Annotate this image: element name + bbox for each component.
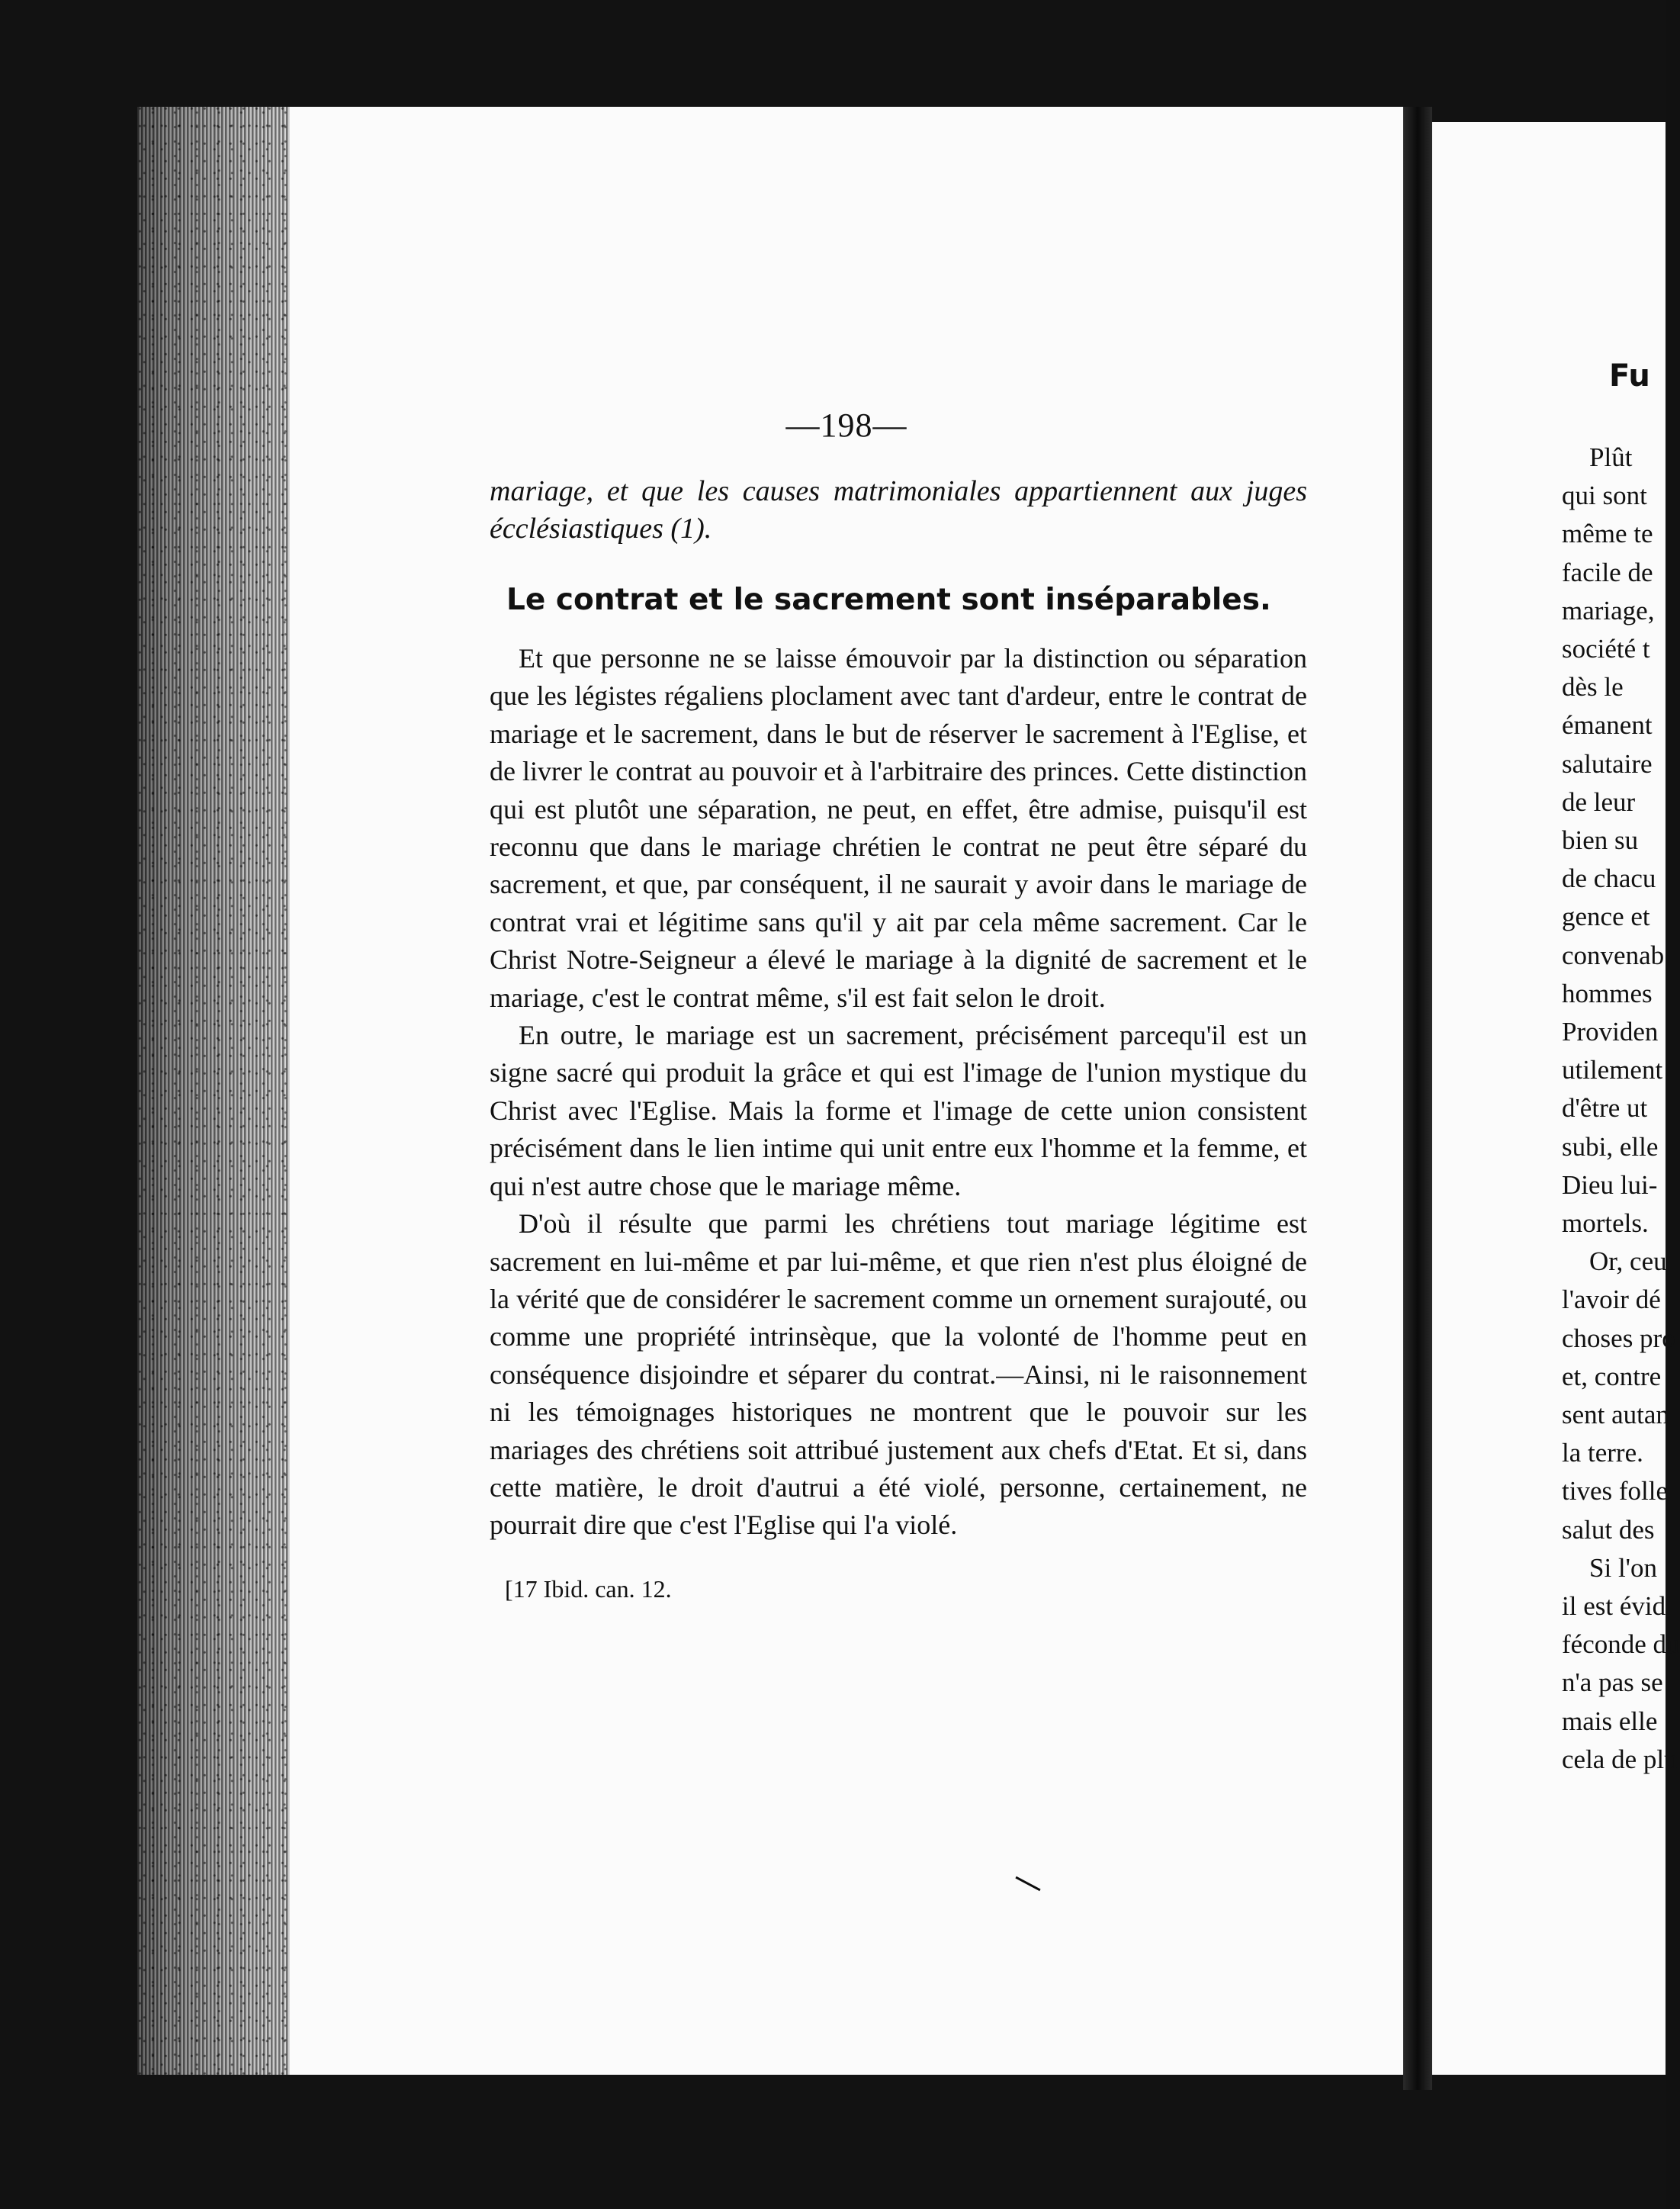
right-page-line: cela de plu	[1562, 1744, 1678, 1774]
right-page-line: convenab	[1562, 940, 1665, 970]
left-page	[290, 107, 1403, 2075]
right-page-line: d'être ut	[1562, 1093, 1648, 1124]
right-page-line: Dieu lui-	[1562, 1169, 1658, 1200]
paragraph-1: Et que personne ne se laisse émouvoir par la distinction ou séparation que les légistes régaliens ploclament avec tant d'ardeur, entre le contrat de mariage et le sacrement, dans le but de réserver le sacrement à l'Eglise, et de livrer le contrat au pouvoir et à l'arbitraire des princes. Cette distinction qui est plutôt une séparation, ne peut, en effet, être admise, puisqu'il est reconnu que dans le mariage chrétien le contrat ne peut être séparé du sacrement, et que, par conséquent, il ne saurait y avoir dans le mariage de contrat vrai et légitime sans qu'il y ait par cela même sacrement. Car le Christ Notre-Seigneur a élevé le mariage à la dignité de sacrement et le mariage, c'est le contrat même, s'il est fait selon le droit.	[490, 643, 1307, 1013]
right-page-line: Providen	[1562, 1017, 1659, 1047]
right-page-line: hommes	[1562, 978, 1653, 1008]
right-page-line: et, contre	[1562, 1361, 1662, 1391]
right-page-line: bien su	[1562, 825, 1639, 855]
right-page-line: de chacu	[1562, 863, 1656, 894]
right-page-line: il est évid	[1562, 1591, 1666, 1621]
right-page-line: utilement	[1562, 1055, 1663, 1085]
right-page-line: salut des	[1562, 1514, 1655, 1545]
right-page-line: féconde du	[1562, 1629, 1680, 1660]
right-page-line: subi, elle	[1562, 1131, 1659, 1162]
right-page-line: mais elle	[1562, 1706, 1658, 1736]
right-page-line: qui sont	[1562, 481, 1647, 511]
book-gutter	[1403, 107, 1432, 2090]
right-page-line: la terre.	[1562, 1438, 1643, 1468]
right-page	[1432, 122, 1680, 2075]
section-heading: Le contrat et le sacrement sont inséparables.	[506, 583, 1271, 617]
right-page-line: de leur	[1562, 786, 1636, 817]
right-page-line: n'a pas se	[1562, 1667, 1663, 1698]
scan-scratch-mark	[1015, 1876, 1040, 1892]
right-page-line: même te	[1562, 519, 1653, 549]
right-page-line: émanent	[1562, 710, 1653, 741]
right-page-line: choses pro	[1562, 1323, 1675, 1353]
right-page-heading: Fu	[1609, 359, 1650, 394]
right-page-line: Si l'on	[1589, 1552, 1657, 1583]
right-page-line: salutaire	[1562, 748, 1653, 779]
right-page-line: gence et	[1562, 902, 1650, 932]
right-page-line: Or, ceu	[1589, 1246, 1667, 1277]
paragraph-2: En outre, le mariage est un sacrement, précisément parcequ'il est un signe sacré qui produit la grâce et qui est l'image de l'union mystique du Christ avec l'Eglise. Mais la forme et l'image de cette union consistent précisément dans le lien intime qui unit entre eux l'homme et la femme, et qui n'est autre chose que le mariage même.	[490, 1020, 1307, 1201]
right-page-line: l'avoir dé	[1562, 1285, 1661, 1315]
carryover-italic-text: mariage, et que les causes matrimoniales appartiennent aux juges écclésiastiques (1).	[490, 475, 1307, 545]
right-page-line: mortels.	[1562, 1208, 1649, 1238]
right-page-text	[1432, 122, 1680, 2075]
right-page-line: société t	[1562, 634, 1650, 664]
left-page-text	[490, 473, 1307, 1603]
right-page-line: mariage,	[1562, 595, 1655, 625]
right-page-line: facile de	[1562, 557, 1653, 587]
paragraph-3: D'où il résulte que parmi les chrétiens tout mariage légitime est sacrement en lui-même et par lui-même, et que rien n'est plus éloigné de la vérité que de considérer le sacrement comme un ornement surajouté, ou comme une propriété intrinsèque, que la volonté de l'homme peut en conséquence disjoindre et séparer du contrat.—Ainsi, ni le raisonnement ni les témoignages historiques ne montrent que le pouvoir sur les mariages des chrétiens soit attribué justement aux chefs d'Etat. Et si, dans cette matière, le droit d'autrui a été violé, personne, certainement, ne pourrait dire que c'est l'Eglise qui l'a violé.	[490, 1208, 1307, 1541]
right-page-line: Plût	[1589, 442, 1633, 472]
footnote: [17 Ibid. can. 12.	[505, 1574, 672, 1603]
right-page-line: dès le	[1562, 672, 1624, 703]
page-number: —198—	[785, 407, 907, 444]
right-page-line: tives folle	[1562, 1476, 1668, 1506]
right-page-line: sent autan	[1562, 1400, 1669, 1429]
book-page-edges	[137, 107, 294, 2075]
